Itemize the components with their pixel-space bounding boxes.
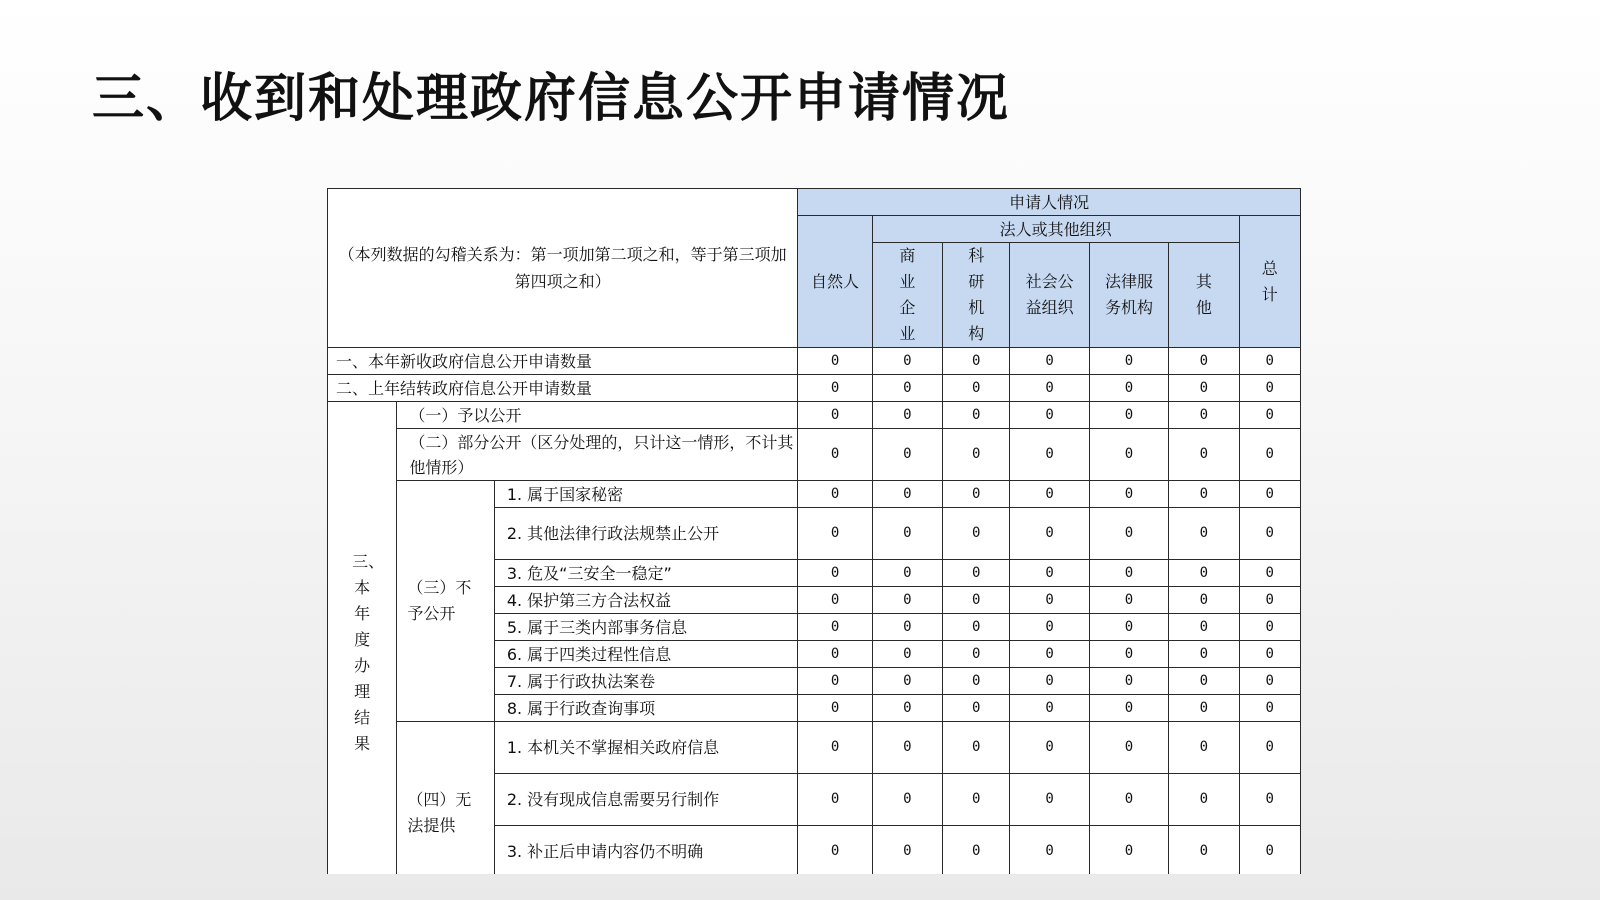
cell-value: 0 <box>1169 429 1239 481</box>
cell-value: 0 <box>1089 402 1168 429</box>
cell-value: 0 <box>798 641 872 668</box>
cell-value: 0 <box>1010 722 1089 774</box>
cell-value: 0 <box>943 429 1010 481</box>
cell-value: 0 <box>1169 402 1239 429</box>
row-label: 4. 保护第三方合法权益 <box>494 587 798 614</box>
col-natural-person: 自然人 <box>798 216 872 348</box>
cell-value: 0 <box>1169 560 1239 587</box>
row-label: 二、上年结转政府信息公开申请数量 <box>328 375 798 402</box>
cell-value: 0 <box>1239 402 1300 429</box>
cell-value: 0 <box>943 668 1010 695</box>
cell-value: 0 <box>1010 429 1089 481</box>
cell-value: 0 <box>1010 826 1089 875</box>
cell-value: 0 <box>1010 695 1089 722</box>
cell-value: 0 <box>1010 508 1089 560</box>
cell-value: 0 <box>872 375 942 402</box>
cell-value: 0 <box>872 774 942 826</box>
row-label: 2. 没有现成信息需要另行制作 <box>494 774 798 826</box>
cell-value: 0 <box>798 826 872 875</box>
row-label: 2. 其他法律行政法规禁止公开 <box>494 508 798 560</box>
cell-value: 0 <box>943 508 1010 560</box>
row-label: 一、本年新收政府信息公开申请数量 <box>328 348 798 375</box>
table-row <box>328 481 1301 508</box>
cell-value: 0 <box>943 587 1010 614</box>
cell-value: 0 <box>1239 614 1300 641</box>
cell-value: 0 <box>872 587 942 614</box>
row-label: 5. 属于三类内部事务信息 <box>494 614 798 641</box>
legal-entity-header: 法人或其他组织 <box>872 216 1239 243</box>
cell-value: 0 <box>872 668 942 695</box>
col-research: 科研机构 <box>943 243 1010 348</box>
row-label: （一）予以公开 <box>397 402 798 429</box>
col-total: 总计 <box>1239 216 1300 348</box>
cell-value: 0 <box>1239 348 1300 375</box>
cell-value: 0 <box>1089 774 1168 826</box>
cell-value: 0 <box>1010 668 1089 695</box>
cell-value: 0 <box>1169 587 1239 614</box>
cell-value: 0 <box>1169 722 1239 774</box>
cell-value: 0 <box>1169 641 1239 668</box>
col-business: 商业企业 <box>872 243 942 348</box>
applicant-header: 申请人情况 <box>798 189 1301 216</box>
cell-value: 0 <box>943 560 1010 587</box>
section3-label: 三、本年度办理结果 <box>328 402 397 875</box>
cell-value: 0 <box>1239 641 1300 668</box>
cell-value: 0 <box>1169 348 1239 375</box>
cell-value: 0 <box>872 695 942 722</box>
cell-value: 0 <box>1169 826 1239 875</box>
cell-value: 0 <box>1169 668 1239 695</box>
row-label: 1. 属于国家秘密 <box>494 481 798 508</box>
cell-value: 0 <box>1239 429 1300 481</box>
cell-value: 0 <box>872 481 942 508</box>
cell-value: 0 <box>1010 348 1089 375</box>
cell-value: 0 <box>872 508 942 560</box>
cell-value: 0 <box>798 429 872 481</box>
cell-value: 0 <box>1089 587 1168 614</box>
cell-value: 0 <box>1089 375 1168 402</box>
row-label: 7. 属于行政执法案卷 <box>494 668 798 695</box>
cell-value: 0 <box>1010 774 1089 826</box>
row-label: （二）部分公开（区分处理的，只计这一情形，不计其他情形） <box>397 429 798 481</box>
cell-value: 0 <box>798 402 872 429</box>
cell-value: 0 <box>1089 668 1168 695</box>
cell-value: 0 <box>1010 375 1089 402</box>
row-label: 1. 本机关不掌握相关政府信息 <box>494 722 798 774</box>
cell-value: 0 <box>798 695 872 722</box>
row-label: 3. 补正后申请内容仍不明确 <box>494 826 798 875</box>
cell-value: 0 <box>1169 614 1239 641</box>
table-row <box>328 348 1301 375</box>
cell-value: 0 <box>1239 695 1300 722</box>
cell-value: 0 <box>798 508 872 560</box>
cell-value: 0 <box>1089 560 1168 587</box>
cell-value: 0 <box>1089 429 1168 481</box>
row-label: 6. 属于四类过程性信息 <box>494 641 798 668</box>
cell-value: 0 <box>1239 774 1300 826</box>
cell-value: 0 <box>872 722 942 774</box>
cell-value: 0 <box>872 402 942 429</box>
cell-value: 0 <box>1010 402 1089 429</box>
cell-value: 0 <box>943 614 1010 641</box>
cell-value: 0 <box>1010 560 1089 587</box>
cell-value: 0 <box>1169 774 1239 826</box>
cell-value: 0 <box>1239 508 1300 560</box>
cell-value: 0 <box>1089 508 1168 560</box>
cell-value: 0 <box>798 348 872 375</box>
cell-value: 0 <box>943 695 1010 722</box>
cell-value: 0 <box>1169 695 1239 722</box>
cell-value: 0 <box>872 614 942 641</box>
cell-value: 0 <box>798 375 872 402</box>
col-other: 其他 <box>1169 243 1239 348</box>
cell-value: 0 <box>798 722 872 774</box>
cell-value: 0 <box>1010 481 1089 508</box>
cell-value: 0 <box>1239 722 1300 774</box>
cell-value: 0 <box>798 560 872 587</box>
cell-value: 0 <box>1239 375 1300 402</box>
cell-value: 0 <box>943 774 1010 826</box>
cell-value: 0 <box>798 774 872 826</box>
group-unable-to-provide: （四）无法提供 <box>397 722 494 875</box>
group-not-disclosed: （三）不予公开 <box>397 481 494 722</box>
cell-value: 0 <box>872 560 942 587</box>
cell-value: 0 <box>798 587 872 614</box>
cell-value: 0 <box>1089 614 1168 641</box>
cell-value: 0 <box>1089 481 1168 508</box>
cell-value: 0 <box>1239 481 1300 508</box>
disclosure-table-container <box>327 188 1301 874</box>
cell-value: 0 <box>1089 695 1168 722</box>
cell-value: 0 <box>943 402 1010 429</box>
cell-value: 0 <box>1169 481 1239 508</box>
cell-value: 0 <box>1169 508 1239 560</box>
cell-value: 0 <box>1089 641 1168 668</box>
col-social-welfare: 社会公益组织 <box>1010 243 1089 348</box>
cell-value: 0 <box>872 348 942 375</box>
cell-value: 0 <box>1239 826 1300 875</box>
cell-value: 0 <box>943 481 1010 508</box>
relationship-note: （本列数据的勾稽关系为：第一项加第二项之和，等于第三项加第四项之和） <box>328 189 798 348</box>
cell-value: 0 <box>1089 348 1168 375</box>
page-title: 三、收到和处理政府信息公开申请情况 <box>92 69 1011 129</box>
disclosure-table <box>327 188 1301 874</box>
cell-value: 0 <box>1239 587 1300 614</box>
row-label: 8. 属于行政查询事项 <box>494 695 798 722</box>
cell-value: 0 <box>798 614 872 641</box>
cell-value: 0 <box>798 481 872 508</box>
cell-value: 0 <box>798 668 872 695</box>
cell-value: 0 <box>1010 587 1089 614</box>
cell-value: 0 <box>1169 375 1239 402</box>
cell-value: 0 <box>943 722 1010 774</box>
cell-value: 0 <box>872 826 942 875</box>
cell-value: 0 <box>1010 641 1089 668</box>
cell-value: 0 <box>1010 614 1089 641</box>
cell-value: 0 <box>1089 722 1168 774</box>
col-legal-service: 法律服务机构 <box>1089 243 1168 348</box>
cell-value: 0 <box>943 641 1010 668</box>
cell-value: 0 <box>1239 668 1300 695</box>
cell-value: 0 <box>943 348 1010 375</box>
row-label: 3. 危及“三安全一稳定” <box>494 560 798 587</box>
cell-value: 0 <box>872 641 942 668</box>
table-row <box>328 722 1301 774</box>
cell-value: 0 <box>872 429 942 481</box>
table-row <box>328 402 1301 429</box>
cell-value: 0 <box>943 826 1010 875</box>
cell-value: 0 <box>1089 826 1168 875</box>
table-row <box>328 375 1301 402</box>
cell-value: 0 <box>943 375 1010 402</box>
table-row <box>328 429 1301 481</box>
cell-value: 0 <box>1239 560 1300 587</box>
